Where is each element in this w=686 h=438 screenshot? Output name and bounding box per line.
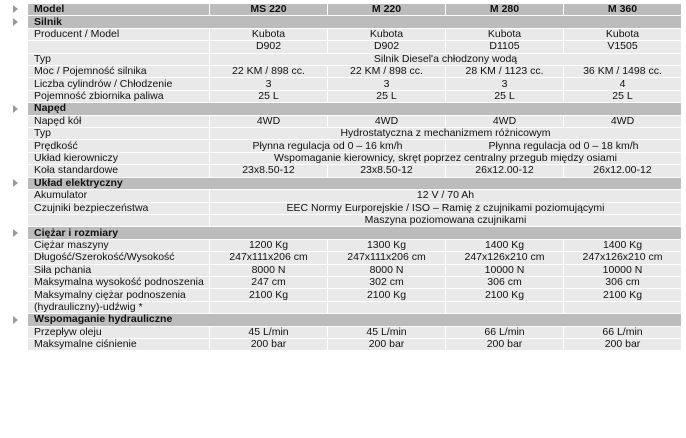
row-value-span: Wspomaganie kierownicy, skręt poprzez centralny przegub między osiami bbox=[210, 153, 682, 165]
row-value: 23x8.50-12 bbox=[328, 165, 446, 177]
table-row bbox=[4, 54, 682, 66]
row-label bbox=[28, 41, 210, 53]
row-value: 8000 N bbox=[328, 265, 446, 277]
row-value: D902 bbox=[328, 41, 446, 53]
row-marker bbox=[4, 314, 28, 326]
row-label: Pojemność zbiornika paliwa bbox=[28, 91, 210, 103]
row-marker bbox=[4, 103, 28, 115]
table-row bbox=[4, 78, 682, 90]
row-value: 247x126x210 cm bbox=[564, 252, 682, 264]
row-value: 2100 Kg bbox=[328, 289, 446, 301]
row-value: 2100 Kg bbox=[564, 289, 682, 301]
row-value bbox=[446, 302, 564, 314]
table-row bbox=[4, 29, 682, 41]
row-label: Czujniki bezpieczeństwa bbox=[28, 203, 210, 215]
row-value: 247x111x206 cm bbox=[210, 252, 328, 264]
table-row bbox=[4, 302, 682, 314]
row-value: 200 bar bbox=[210, 339, 328, 351]
row-value: 1400 Kg bbox=[564, 240, 682, 252]
model-ms220: MS 220 bbox=[210, 4, 328, 16]
row-value: 4WD bbox=[210, 116, 328, 128]
row-value: 66 L/min bbox=[564, 327, 682, 339]
row-value-pair: Płynna regulacja od 0 – 16 km/h bbox=[210, 140, 446, 152]
row-value-span: Maszyna poziomowana czujnikami bbox=[210, 215, 682, 227]
row-marker bbox=[4, 178, 28, 190]
table-row bbox=[4, 265, 682, 277]
row-value: 45 L/min bbox=[328, 327, 446, 339]
row-value bbox=[564, 302, 682, 314]
arrow-right-icon bbox=[13, 105, 18, 113]
table-row bbox=[4, 327, 682, 339]
table-row bbox=[4, 41, 682, 53]
row-label: Napęd kół bbox=[28, 116, 210, 128]
row-value: V1505 bbox=[564, 41, 682, 53]
row-value: Kubota bbox=[328, 29, 446, 41]
model-m280: M 280 bbox=[446, 4, 564, 16]
row-value: 28 KM / 1123 cc. bbox=[446, 66, 564, 78]
table-row bbox=[4, 289, 682, 301]
row-value: 8000 N bbox=[210, 265, 328, 277]
row-label: Długość/Szerokość/Wysokość bbox=[28, 252, 210, 264]
row-marker bbox=[4, 54, 28, 66]
section-title: Układ elektryczny bbox=[28, 178, 682, 190]
row-value: 1300 Kg bbox=[328, 240, 446, 252]
row-value: 23x8.50-12 bbox=[210, 165, 328, 177]
table-row bbox=[4, 116, 682, 128]
arrow-right-icon bbox=[13, 5, 18, 13]
row-label: Maksymalna wysokość podnoszenia bbox=[28, 277, 210, 289]
row-value: 25 L bbox=[210, 91, 328, 103]
row-marker bbox=[4, 91, 28, 103]
table-row bbox=[4, 339, 682, 351]
row-label: Producent / Model bbox=[28, 29, 210, 41]
header-row bbox=[4, 4, 682, 16]
row-marker bbox=[4, 4, 28, 16]
row-value: 247x111x206 cm bbox=[328, 252, 446, 264]
row-value-span: 12 V / 70 Ah bbox=[210, 190, 682, 202]
row-label: (hydrauliczny)-udźwig * bbox=[28, 302, 210, 314]
row-marker bbox=[4, 339, 28, 351]
table-row bbox=[4, 203, 682, 215]
section-title: Wspomaganie hydrauliczne bbox=[28, 314, 682, 326]
row-value bbox=[210, 302, 328, 314]
row-marker bbox=[4, 140, 28, 152]
row-value: 2100 Kg bbox=[210, 289, 328, 301]
row-value: 302 cm bbox=[328, 277, 446, 289]
row-marker bbox=[4, 78, 28, 90]
row-marker bbox=[4, 16, 28, 28]
model-m360: M 360 bbox=[564, 4, 682, 16]
row-value: 4WD bbox=[446, 116, 564, 128]
table-row bbox=[4, 91, 682, 103]
row-value: 247 cm bbox=[210, 277, 328, 289]
arrow-right-icon bbox=[13, 179, 18, 187]
row-marker bbox=[4, 265, 28, 277]
row-label: Maksymalne ciśnienie bbox=[28, 339, 210, 351]
row-label: Liczba cylindrów / Chłodzenie bbox=[28, 78, 210, 90]
row-value bbox=[328, 302, 446, 314]
row-value: 1200 Kg bbox=[210, 240, 328, 252]
section-title: Silnik bbox=[28, 16, 682, 28]
row-marker bbox=[4, 277, 28, 289]
section-header bbox=[4, 314, 682, 326]
row-value: 45 L/min bbox=[210, 327, 328, 339]
row-value: 200 bar bbox=[564, 339, 682, 351]
row-value: D902 bbox=[210, 41, 328, 53]
spec-table bbox=[4, 4, 682, 351]
row-value-span: EEC Normy Eurporejskie / ISO – Ramię z czujnikami poziomującymi bbox=[210, 203, 682, 215]
row-label: Maksymalny ciężar podnoszenia bbox=[28, 289, 210, 301]
row-value: 306 cm bbox=[564, 277, 682, 289]
row-value: 10000 N bbox=[446, 265, 564, 277]
row-marker bbox=[4, 165, 28, 177]
row-value: 66 L/min bbox=[446, 327, 564, 339]
table-row bbox=[4, 165, 682, 177]
row-value: 247x126x210 cm bbox=[446, 252, 564, 264]
row-marker bbox=[4, 190, 28, 202]
arrow-right-icon bbox=[13, 316, 18, 324]
row-marker bbox=[4, 29, 28, 41]
row-value: 306 cm bbox=[446, 277, 564, 289]
row-value: 1400 Kg bbox=[446, 240, 564, 252]
row-marker bbox=[4, 41, 28, 53]
row-value: 200 bar bbox=[328, 339, 446, 351]
row-label: Ciężar maszyny bbox=[28, 240, 210, 252]
arrow-right-icon bbox=[13, 18, 18, 26]
row-marker bbox=[4, 66, 28, 78]
spec-table-body bbox=[4, 4, 682, 351]
table-row bbox=[4, 252, 682, 264]
table-row bbox=[4, 240, 682, 252]
row-label bbox=[28, 215, 210, 227]
row-marker bbox=[4, 289, 28, 301]
section-header bbox=[4, 103, 682, 115]
table-row bbox=[4, 66, 682, 78]
table-row bbox=[4, 277, 682, 289]
row-value: 25 L bbox=[446, 91, 564, 103]
row-marker bbox=[4, 240, 28, 252]
row-value-span: Hydrostatyczna z mechanizmem różnicowym bbox=[210, 128, 682, 140]
row-label: Przepływ oleju bbox=[28, 327, 210, 339]
row-marker bbox=[4, 227, 28, 239]
row-value: Kubota bbox=[446, 29, 564, 41]
row-marker bbox=[4, 128, 28, 140]
model-m220: M 220 bbox=[328, 4, 446, 16]
row-value: 2100 Kg bbox=[446, 289, 564, 301]
row-marker bbox=[4, 252, 28, 264]
section-header bbox=[4, 16, 682, 28]
row-value: 4 bbox=[564, 78, 682, 90]
row-value-pair: Płynna regulacja od 0 – 18 km/h bbox=[446, 140, 682, 152]
row-marker bbox=[4, 215, 28, 227]
row-label: Akumulator bbox=[28, 190, 210, 202]
row-label: Typ bbox=[28, 54, 210, 66]
table-row bbox=[4, 190, 682, 202]
row-value: 25 L bbox=[328, 91, 446, 103]
arrow-right-icon bbox=[13, 229, 18, 237]
row-value-span: Silnik Diesel'a chłodzony wodą bbox=[210, 54, 682, 66]
table-row bbox=[4, 140, 682, 152]
section-header bbox=[4, 178, 682, 190]
row-value: 22 KM / 898 cc. bbox=[328, 66, 446, 78]
row-value: 3 bbox=[328, 78, 446, 90]
row-label: Moc / Pojemność silnika bbox=[28, 66, 210, 78]
row-value: 4WD bbox=[564, 116, 682, 128]
row-value: 25 L bbox=[564, 91, 682, 103]
table-row bbox=[4, 128, 682, 140]
section-title: Ciężar i rozmiary bbox=[28, 227, 682, 239]
header-label: Model bbox=[28, 4, 210, 16]
row-marker bbox=[4, 153, 28, 165]
row-marker bbox=[4, 203, 28, 215]
row-value: Kubota bbox=[210, 29, 328, 41]
row-label: Układ kierowniczy bbox=[28, 153, 210, 165]
row-value: 3 bbox=[210, 78, 328, 90]
table-row bbox=[4, 153, 682, 165]
row-value: 26x12.00-12 bbox=[446, 165, 564, 177]
row-label: Prędkość bbox=[28, 140, 210, 152]
row-value: Kubota bbox=[564, 29, 682, 41]
section-header bbox=[4, 227, 682, 239]
row-value: 3 bbox=[446, 78, 564, 90]
row-value: D1105 bbox=[446, 41, 564, 53]
row-label: Typ bbox=[28, 128, 210, 140]
row-value: 36 KM / 1498 cc. bbox=[564, 66, 682, 78]
row-label: Siła pchania bbox=[28, 265, 210, 277]
row-value: 200 bar bbox=[446, 339, 564, 351]
table-row bbox=[4, 215, 682, 227]
row-label: Koła standardowe bbox=[28, 165, 210, 177]
row-marker bbox=[4, 116, 28, 128]
row-value: 22 KM / 898 cc. bbox=[210, 66, 328, 78]
section-title: Napęd bbox=[28, 103, 682, 115]
row-value: 26x12.00-12 bbox=[564, 165, 682, 177]
row-marker bbox=[4, 302, 28, 314]
row-value: 4WD bbox=[328, 116, 446, 128]
row-value: 10000 N bbox=[564, 265, 682, 277]
row-marker bbox=[4, 327, 28, 339]
